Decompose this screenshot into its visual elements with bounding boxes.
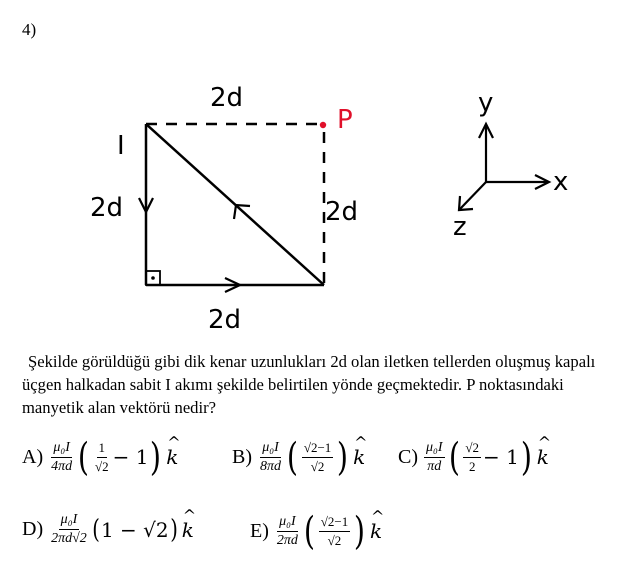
choice-b-letter: B) xyxy=(232,445,252,468)
unit-vector-k: ^ k xyxy=(182,518,194,542)
label-top: 2d xyxy=(210,83,244,113)
choice-c-letter: C) xyxy=(398,445,418,468)
question-text: Şekilde görüldüğü gibi dik kenar uzunlukları 2d olan iletken tellerden oluşmuş kapalı üçgen halkadan sabit I akımı şekilde belirtilen yönde geçmektedir. P noktasındaki manyetik alan vektörü nedir? xyxy=(22,352,596,417)
choice-e-letter: E) xyxy=(250,519,269,542)
axis-y-label: y xyxy=(478,88,494,118)
label-point-p: P xyxy=(337,105,353,135)
choice-c-inner: $\frac{√2}{2}$ xyxy=(465,439,480,474)
label-current: I xyxy=(117,131,125,161)
choice-e-coef: $\frac{\text{μ₀I}}{2\pi d}$ xyxy=(276,513,298,548)
choice-b[interactable]: B) $\frac{\text{μ₀I}}{8\pi d}$ ( $\frac{√2-1}{√2}$ ) ^ k xyxy=(232,438,365,476)
choice-b-inner: $\frac{√2-1}{√2}$ xyxy=(303,439,332,474)
question-number: 4) xyxy=(22,20,37,39)
axis-x-label: x xyxy=(553,167,569,197)
choice-e-inner: $\frac{√2-1}{√2}$ xyxy=(320,513,349,548)
choice-a-coef: $\frac{\text{μ₀I}}{4\pi d}$ xyxy=(51,439,73,474)
choice-b-coef: $\frac{\text{μ₀I}}{8\pi d}$ xyxy=(260,439,282,474)
choice-a-inner: $\frac{1}{√2}$ xyxy=(94,439,109,474)
point-p-dot xyxy=(320,122,326,128)
label-left: 2d xyxy=(90,193,124,223)
unit-vector-k: ^ k xyxy=(353,445,365,469)
label-bottom: 2d xyxy=(208,305,242,335)
choice-a[interactable]: A) $\frac{\text{μ₀I}}{4\pi d}$ ( $\frac{1}{√2}$ − 1 ) ^ k xyxy=(22,438,178,476)
choice-d-coef: $\frac{\text{μ₀I}}{2\pi d√2}$ xyxy=(51,512,87,546)
unit-vector-k: ^ k xyxy=(166,445,178,469)
choice-e[interactable]: E) $\frac{\text{μ₀I}}{2\pi d}$ ( $\frac{√2-1}{√2}$ ) ^ k xyxy=(250,512,382,550)
unit-vector-k: ^ k xyxy=(537,445,549,469)
label-right: 2d xyxy=(325,197,359,227)
right-angle-dot xyxy=(151,276,155,280)
unit-vector-k: ^ k xyxy=(370,519,382,543)
axis-z-label: z xyxy=(453,212,467,242)
choice-a-letter: A) xyxy=(22,445,44,468)
choice-c[interactable]: C) $\frac{\text{μ₀I}}{\pi d}$ ( $\frac{√2}{2}$ − 1 ) ^ k xyxy=(398,438,549,476)
choice-c-coef: $\frac{\text{μ₀I}}{\pi d}$ xyxy=(426,439,443,474)
choice-d-letter: D) xyxy=(22,518,44,540)
choice-d[interactable]: D) $\frac{\text{μ₀I}}{2\pi d√2}$ ( 1 − √2 ) ^ k xyxy=(22,512,194,547)
axis-z-line xyxy=(460,182,486,209)
